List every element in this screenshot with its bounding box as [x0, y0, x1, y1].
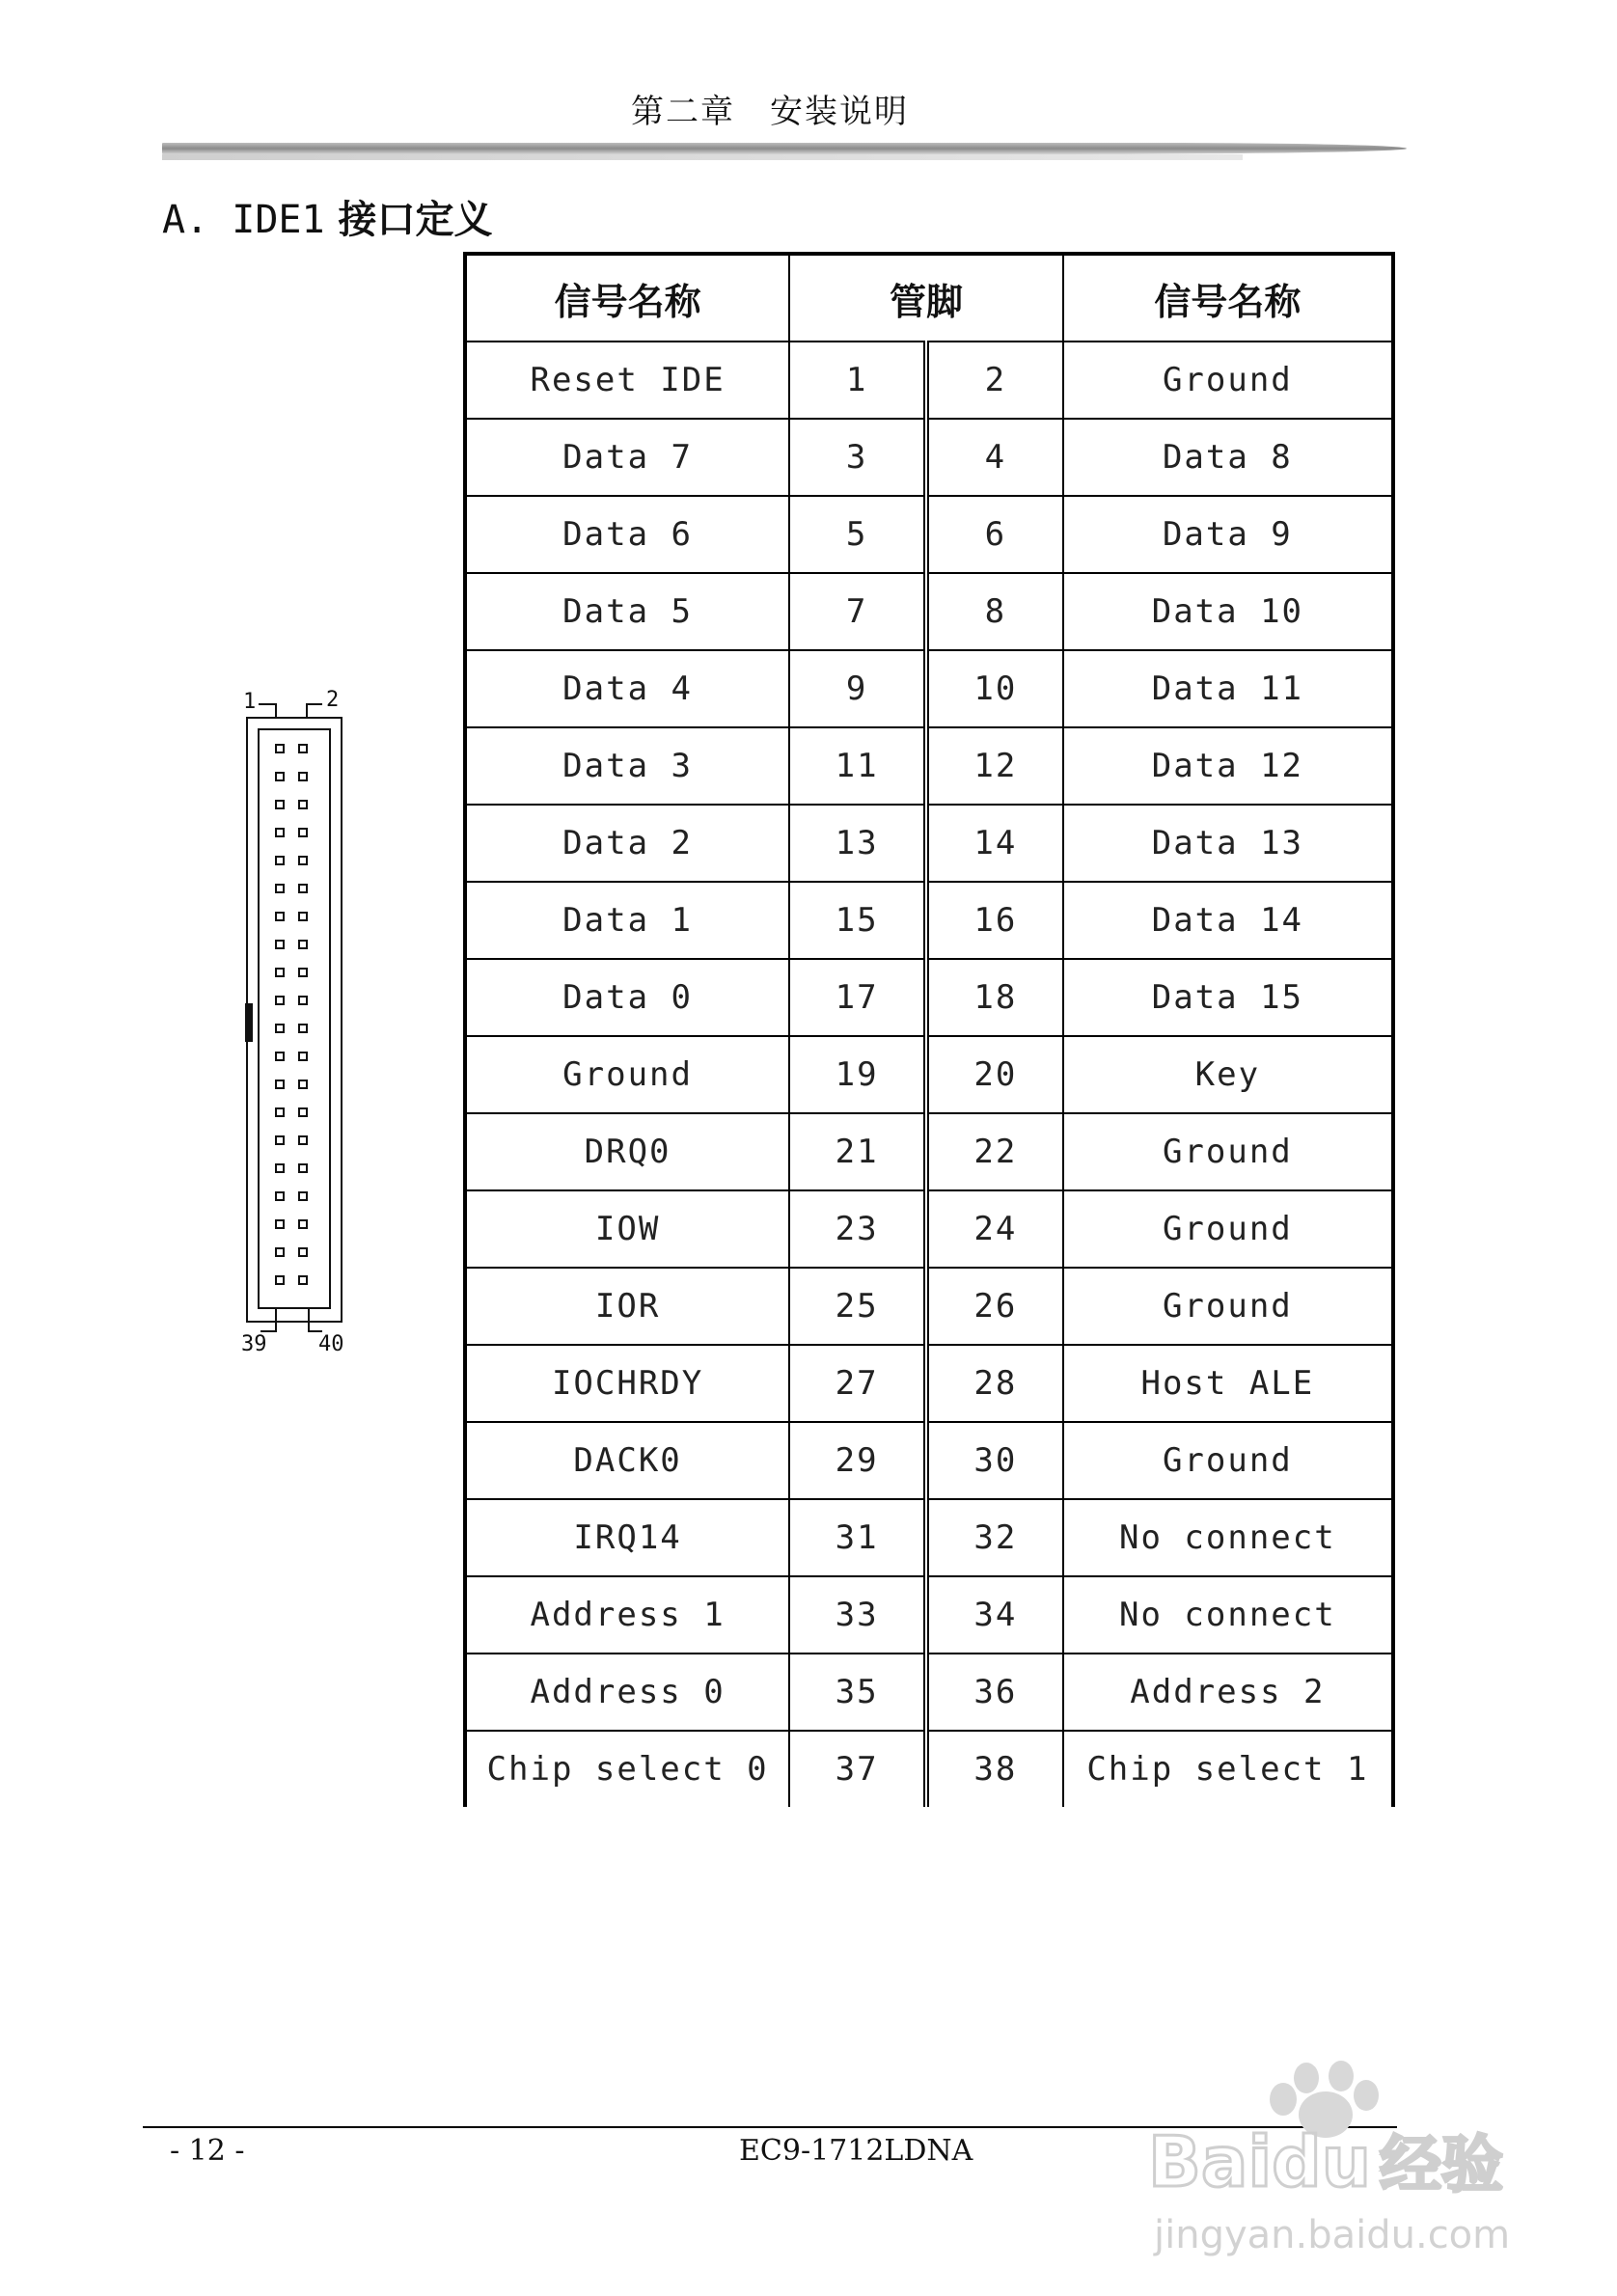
page-number: - 12 -: [170, 2134, 245, 2168]
pin-right: 30: [926, 1422, 1063, 1499]
watermark-brand-bai: Bai: [1148, 2121, 1273, 2202]
pin-right: 34: [926, 1576, 1063, 1654]
table-row: [465, 1345, 1393, 1422]
watermark-service: 经验: [1380, 2130, 1503, 2201]
signal-left: Data 6: [465, 496, 789, 573]
signal-right: Host ALE: [1063, 1345, 1393, 1422]
signal-left: IOR: [465, 1268, 789, 1345]
connector-pin-odd: [276, 1276, 284, 1284]
pin-left: 15: [789, 882, 926, 959]
header-signal-name-left: 信号名称: [465, 254, 789, 342]
table-row: [465, 959, 1393, 1036]
signal-left: Data 5: [465, 573, 789, 650]
pin-right: 38: [926, 1731, 1063, 1807]
connector-pin-even: [299, 1052, 307, 1060]
connector-pin-even: [299, 1080, 307, 1088]
signal-left: IOCHRDY: [465, 1345, 789, 1422]
table-row: [465, 1268, 1393, 1345]
signal-left: Address 0: [465, 1654, 789, 1731]
signal-left: Reset IDE: [465, 342, 789, 419]
pin-left: 9: [789, 650, 926, 727]
pin-definition-table: [463, 252, 1395, 1807]
connector-pin-even: [299, 745, 307, 752]
connector-pin-odd: [276, 1025, 284, 1032]
pin-left: 33: [789, 1576, 926, 1654]
table-row: [465, 1654, 1393, 1731]
connector-pin-even: [299, 885, 307, 892]
connector-pin-odd: [276, 997, 284, 1004]
table-row: [465, 1499, 1393, 1576]
pin-right: 24: [926, 1190, 1063, 1268]
signal-left: Data 3: [465, 727, 789, 805]
connector-pin-even: [299, 1136, 307, 1144]
pin-right: 12: [926, 727, 1063, 805]
table-row: [465, 1190, 1393, 1268]
pin-left: 29: [789, 1422, 926, 1499]
connector-pin-even: [299, 1164, 307, 1172]
signal-left: Data 2: [465, 805, 789, 882]
table-row: [465, 573, 1393, 650]
table-row: [465, 882, 1393, 959]
pin-right: 28: [926, 1345, 1063, 1422]
connector-pin-even: [299, 1220, 307, 1228]
signal-right: Ground: [1063, 1113, 1393, 1190]
connector-pin-odd: [276, 1220, 284, 1228]
signal-left: Address 1: [465, 1576, 789, 1654]
connector-pin-odd: [276, 1164, 284, 1172]
pin-left: 3: [789, 419, 926, 496]
connector-pin-odd: [276, 773, 284, 780]
pin-right: 18: [926, 959, 1063, 1036]
signal-right: Ground: [1063, 342, 1393, 419]
connector-pins: [276, 745, 307, 1284]
header-rule: [162, 143, 1407, 154]
connector-pin-39-label: 39: [241, 1332, 267, 1356]
connector-pin-odd: [276, 1080, 284, 1088]
table-row: [465, 650, 1393, 727]
section-prefix: A. IDE1: [162, 198, 325, 242]
signal-left: DACK0: [465, 1422, 789, 1499]
pin-right: 8: [926, 573, 1063, 650]
signal-right: Data 11: [1063, 650, 1393, 727]
header-signal-name-right: 信号名称: [1063, 254, 1393, 342]
pin-left: 27: [789, 1345, 926, 1422]
connector-pin-odd: [276, 857, 284, 864]
table-row: [465, 727, 1393, 805]
signal-right: Data 9: [1063, 496, 1393, 573]
connector-pin-even: [299, 1025, 307, 1032]
table-row: [465, 1731, 1393, 1807]
pin-right: 26: [926, 1268, 1063, 1345]
baidu-watermark: [1148, 2055, 1524, 2267]
connector-pin-even: [299, 773, 307, 780]
pin-left: 31: [789, 1499, 926, 1576]
table-row: [465, 1113, 1393, 1190]
ide-connector-diagram: [241, 683, 357, 1378]
connector-pin-40-label: 40: [318, 1332, 344, 1356]
table-row: [465, 1576, 1393, 1654]
connector-pin-even: [299, 1276, 307, 1284]
connector-pin-even: [299, 1192, 307, 1200]
pin-left: 17: [789, 959, 926, 1036]
pin-left: 25: [789, 1268, 926, 1345]
connector-pin-odd: [276, 1192, 284, 1200]
model-number: EC9-1712LDNA: [739, 2134, 973, 2168]
header-pin: 管脚: [789, 254, 1063, 342]
watermark-brand: [1148, 2121, 1371, 2202]
connector-pin-odd: [276, 1248, 284, 1256]
chapter-header: 第二章 安装说明: [631, 93, 909, 131]
signal-right: Data 15: [1063, 959, 1393, 1036]
connector-pin-even: [299, 941, 307, 948]
connector-pin-even: [299, 1108, 307, 1116]
pin-right: 2: [926, 342, 1063, 419]
connector-pin-even: [299, 913, 307, 920]
watermark-url: jingyan.baidu.com: [1154, 2213, 1511, 2257]
pin-right: 22: [926, 1113, 1063, 1190]
signal-right: No connect: [1063, 1576, 1393, 1654]
connector-pin-even: [299, 801, 307, 808]
signal-right: Key: [1063, 1036, 1393, 1113]
signal-right: Ground: [1063, 1190, 1393, 1268]
signal-left: IOW: [465, 1190, 789, 1268]
section-title: [162, 189, 493, 244]
pin-left: 37: [789, 1731, 926, 1807]
pin-left: 11: [789, 727, 926, 805]
connector-pin-odd: [276, 801, 284, 808]
signal-left: Data 7: [465, 419, 789, 496]
pin-left: 21: [789, 1113, 926, 1190]
signal-right: No connect: [1063, 1499, 1393, 1576]
signal-right: Data 14: [1063, 882, 1393, 959]
connector-pin-even: [299, 997, 307, 1004]
signal-left: Data 0: [465, 959, 789, 1036]
pin-left: 19: [789, 1036, 926, 1113]
pin-left: 35: [789, 1654, 926, 1731]
table-row: [465, 805, 1393, 882]
pin-right: 10: [926, 650, 1063, 727]
connector-pin-2-label: 2: [326, 688, 340, 712]
pin-left: 23: [789, 1190, 926, 1268]
signal-right: Address 2: [1063, 1654, 1393, 1731]
pin-right: 20: [926, 1036, 1063, 1113]
signal-right: Chip select 1: [1086, 1750, 1369, 1789]
connector-pin-odd: [276, 913, 284, 920]
signal-left: Data 4: [465, 650, 789, 727]
pin-left: 7: [789, 573, 926, 650]
connector-pin-even: [299, 829, 307, 836]
section-title-text: 接口定义: [338, 198, 493, 242]
pin-right: 6: [926, 496, 1063, 573]
table-row: [465, 1036, 1393, 1113]
connector-pin-odd: [276, 1052, 284, 1060]
signal-right: Data 13: [1063, 805, 1393, 882]
pin-right: 36: [926, 1654, 1063, 1731]
watermark-brand-du: du: [1272, 2121, 1371, 2202]
signal-left: Ground: [465, 1036, 789, 1113]
table-header-row: [465, 254, 1393, 342]
connector-pin-odd: [276, 829, 284, 836]
connector-pin-odd: [276, 1108, 284, 1116]
connector-pin-odd: [276, 969, 284, 976]
connector-pin-odd: [276, 1136, 284, 1144]
table-row: [465, 496, 1393, 573]
pin-left: 1: [789, 342, 926, 419]
signal-right: Ground: [1063, 1268, 1393, 1345]
connector-pin-even: [299, 969, 307, 976]
signal-left: Chip select 0: [465, 1731, 789, 1807]
pin-left: 13: [789, 805, 926, 882]
signal-right: Data 10: [1063, 573, 1393, 650]
connector-pin-even: [299, 1248, 307, 1256]
header-rule-shadow: [162, 154, 1243, 160]
pin-right: 32: [926, 1499, 1063, 1576]
connector-pin-even: [299, 857, 307, 864]
connector-pin-odd: [276, 745, 284, 752]
connector-pin-odd: [276, 941, 284, 948]
table-row: [465, 342, 1393, 419]
pin-left: 5: [789, 496, 926, 573]
table-row: [465, 1422, 1393, 1499]
connector-pin-odd: [276, 885, 284, 892]
pin-right: 14: [926, 805, 1063, 882]
signal-right: Data 8: [1063, 419, 1393, 496]
table-row: [465, 419, 1393, 496]
pin-right: 4: [926, 419, 1063, 496]
pin-right: 16: [926, 882, 1063, 959]
connector-pin-1-label: 1: [243, 690, 257, 714]
signal-right: Data 12: [1063, 727, 1393, 805]
signal-left: IRQ14: [465, 1499, 789, 1576]
signal-right: Ground: [1063, 1422, 1393, 1499]
signal-left: DRQ0: [465, 1113, 789, 1190]
signal-left: Data 1: [465, 882, 789, 959]
